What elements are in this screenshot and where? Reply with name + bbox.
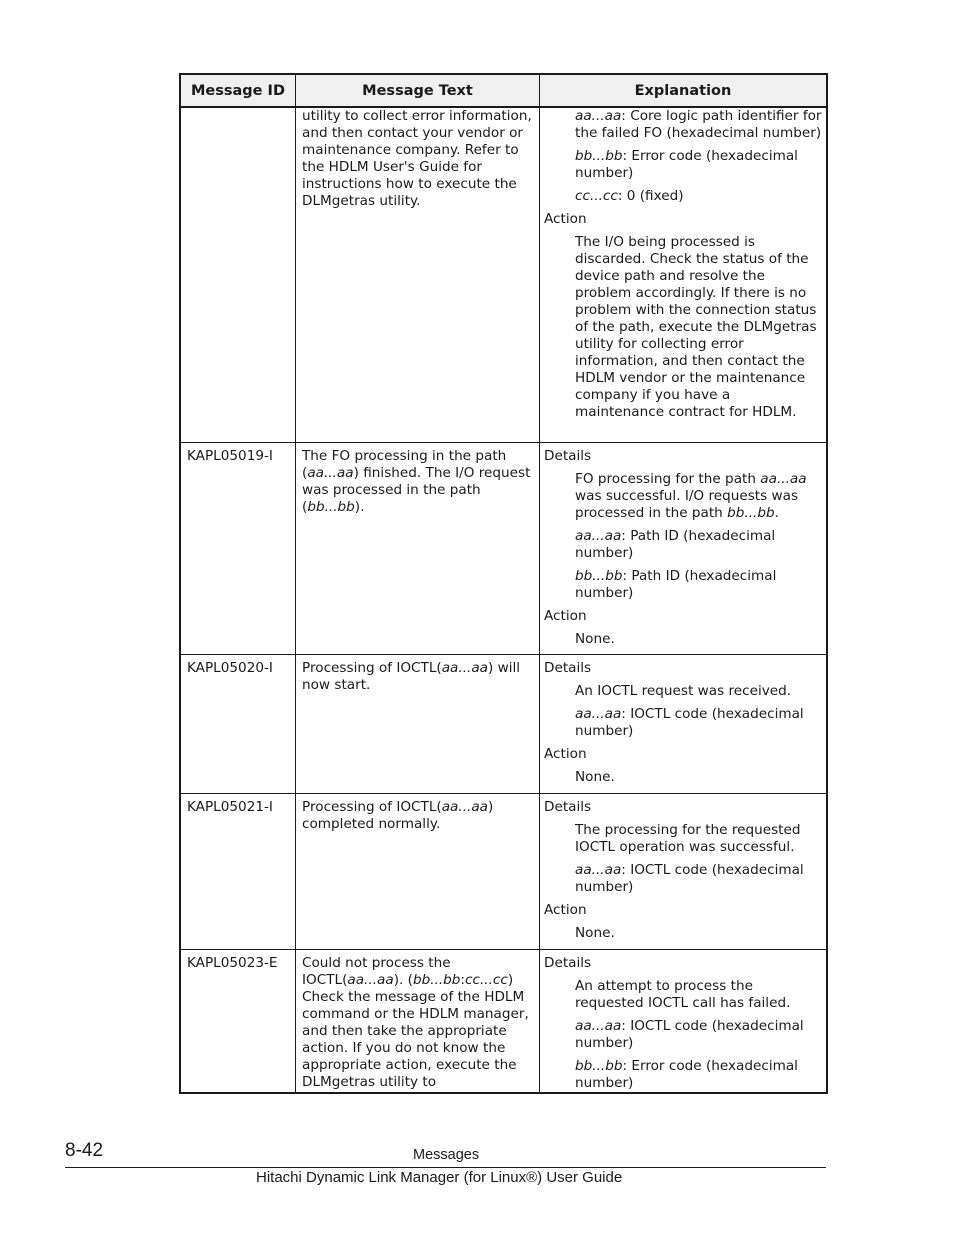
explanation <box>540 108 826 442</box>
explanation <box>540 950 826 1092</box>
variable-desc: bb...bb: Path ID (hexadecimal number) <box>575 568 777 601</box>
details-label: Details <box>544 799 592 815</box>
variable-desc: cc...cc: 0 (fixed) <box>575 188 684 204</box>
message-id: KAPL05020-I <box>181 655 296 793</box>
message-id: KAPL05021-I <box>181 794 296 949</box>
message-text: Processing of IOCTL(aa...aa) completed normally. <box>296 794 540 949</box>
action-label: Action <box>544 746 587 762</box>
action-label: Action <box>544 608 587 624</box>
explanation <box>540 655 826 793</box>
message-id <box>181 108 296 442</box>
action-text: None. <box>575 769 615 785</box>
details-text: The processing for the requested IOCTL operation was successful. <box>575 822 801 855</box>
table-row <box>181 950 826 1092</box>
table-header <box>181 75 826 108</box>
table-row <box>181 108 826 443</box>
details-label: Details <box>544 448 592 464</box>
header-message-text: Message Text <box>296 75 540 106</box>
variable-desc: bb...bb: Error code (hexadecimal number) <box>575 1058 798 1091</box>
explanation <box>540 443 826 654</box>
header-explanation: Explanation <box>634 82 732 99</box>
variable-desc: aa...aa: IOCTL code (hexadecimal number) <box>575 706 804 739</box>
details-text: FO processing for the path aa...aa was successful. I/O requests was processed in the path bb...bb. <box>575 471 807 521</box>
header-message-id: Message ID <box>181 75 296 106</box>
messages-table <box>179 73 828 1094</box>
variable-desc: aa...aa: Core logic path identifier for the failed FO (hexadecimal number) <box>575 108 822 141</box>
footer-section: Messages <box>413 1147 480 1163</box>
action-text: None. <box>575 631 615 647</box>
message-text: utility to collect error information, and then contact your vendor or maintenance company. Refer to the HDLM User's Guide for instructions how to execute the DLMgetras utility. <box>296 108 540 442</box>
message-id: KAPL05019-I <box>181 443 296 654</box>
details-label: Details <box>544 660 592 676</box>
message-id: KAPL05023-E <box>181 950 296 1092</box>
page-number: 8-42 <box>65 1140 104 1161</box>
table-row <box>181 794 826 950</box>
variable-desc: aa...aa: IOCTL code (hexadecimal number) <box>575 1018 804 1051</box>
message-text: Processing of IOCTL(aa...aa) will now start. <box>296 655 540 793</box>
message-text: The FO processing in the path (aa...aa) finished. The I/O request was processed in the path (bb...bb). <box>296 443 540 654</box>
table-row <box>181 655 826 794</box>
variable-desc: bb...bb: Error code (hexadecimal number) <box>575 148 798 181</box>
details-text: An attempt to process the requested IOCTL call has failed. <box>575 978 791 1011</box>
action-text: None. <box>575 925 615 941</box>
footer-book-title: Hitachi Dynamic Link Manager (for Linux®) User Guide <box>256 1169 623 1186</box>
message-text: Could not process the IOCTL(aa...aa). (bb...bb:cc...cc) Check the message of the HDLM command or the HDLM manager, and then take the appropriate action. If you do not know the appropriate action, execute the DLMgetras utility to <box>296 950 540 1092</box>
variable-desc: aa...aa: IOCTL code (hexadecimal number) <box>575 862 804 895</box>
details-label: Details <box>544 955 592 971</box>
explanation <box>540 794 826 949</box>
action-label: Action <box>544 902 587 918</box>
variable-desc: aa...aa: Path ID (hexadecimal number) <box>575 528 776 561</box>
footer-rule <box>65 1167 826 1168</box>
details-text: An IOCTL request was received. <box>575 683 792 699</box>
table-row <box>181 443 826 655</box>
action-label: Action <box>544 211 587 227</box>
action-text: The I/O being processed is discarded. Check the status of the device path and resolve the problem accordingly. If there is no problem with the connection status of the path, execute the DLMgetras utility for collecting error information, and then contact the HDLM vendor or the maintenance company if you have a maintenance contract for HDLM. <box>575 234 817 420</box>
